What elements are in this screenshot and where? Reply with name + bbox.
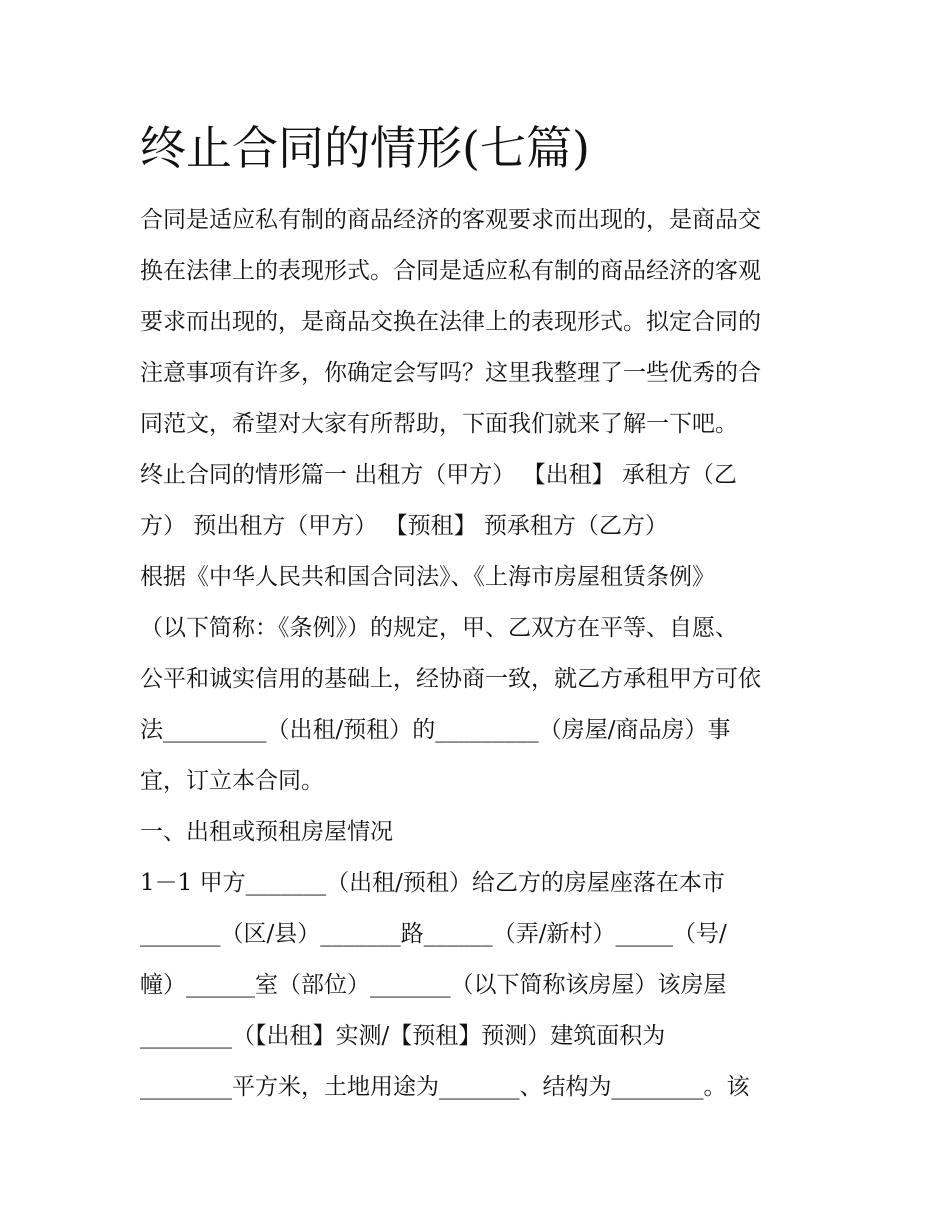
text-line: 公平和诚实信用的基础上，经协商一致，就乙方承租甲方可依 xyxy=(140,666,761,692)
text-line: 合同是适应私有制的商品经济的客观要求而出现的，是商品交 xyxy=(140,207,761,233)
section-heading: 一、出租或预租房屋情况 xyxy=(140,819,393,845)
text-line: 同范文，希望对大家有所帮助，下面我们就来了解一下吧。 xyxy=(140,411,738,437)
text-line: 根据《中华人民共和国合同法》、《上海市房屋租赁条例》 xyxy=(140,564,715,590)
text-line: 注意事项有许多，你确定会写吗？这里我整理了一些优秀的合 xyxy=(140,360,761,386)
text-line: ________（【出租】实测/【预租】预测）建筑面积为 xyxy=(140,1023,666,1049)
document-title: 终止合同的情形(七篇) xyxy=(140,121,590,175)
text-line: 终止合同的情形篇一 出租方（甲方） 【出租】 承租方（乙 xyxy=(140,462,737,488)
text-line: ________平方米，土地用途为_______、结构为________。该 xyxy=(140,1074,750,1100)
text-line: （以下简称：《条例》）的规定，甲、乙双方在平等、自愿、 xyxy=(140,615,738,641)
text-line: 1－1 甲方_______（出租/预租）给乙方的房屋座落在本市 xyxy=(140,870,725,896)
text-line: 幢）______室（部位）_______（以下简称该房屋）该房屋 xyxy=(140,972,727,998)
text-line: 换在法律上的表现形式。合同是适应私有制的商品经济的客观 xyxy=(140,258,761,284)
text-line: 宜，订立本合同。 xyxy=(140,768,324,794)
text-line: 要求而出现的，是商品交换在法律上的表现形式。拟定合同的 xyxy=(140,309,761,335)
text-line: _______（区/县）_______路______（弄/新村）_____（号/ xyxy=(140,921,727,947)
text-line: 法_________（出租/预租）的_________（房屋/商品房）事 xyxy=(140,717,731,743)
text-line: 方） 预出租方（甲方） 【预租】 预承租方（乙方） xyxy=(140,513,668,539)
